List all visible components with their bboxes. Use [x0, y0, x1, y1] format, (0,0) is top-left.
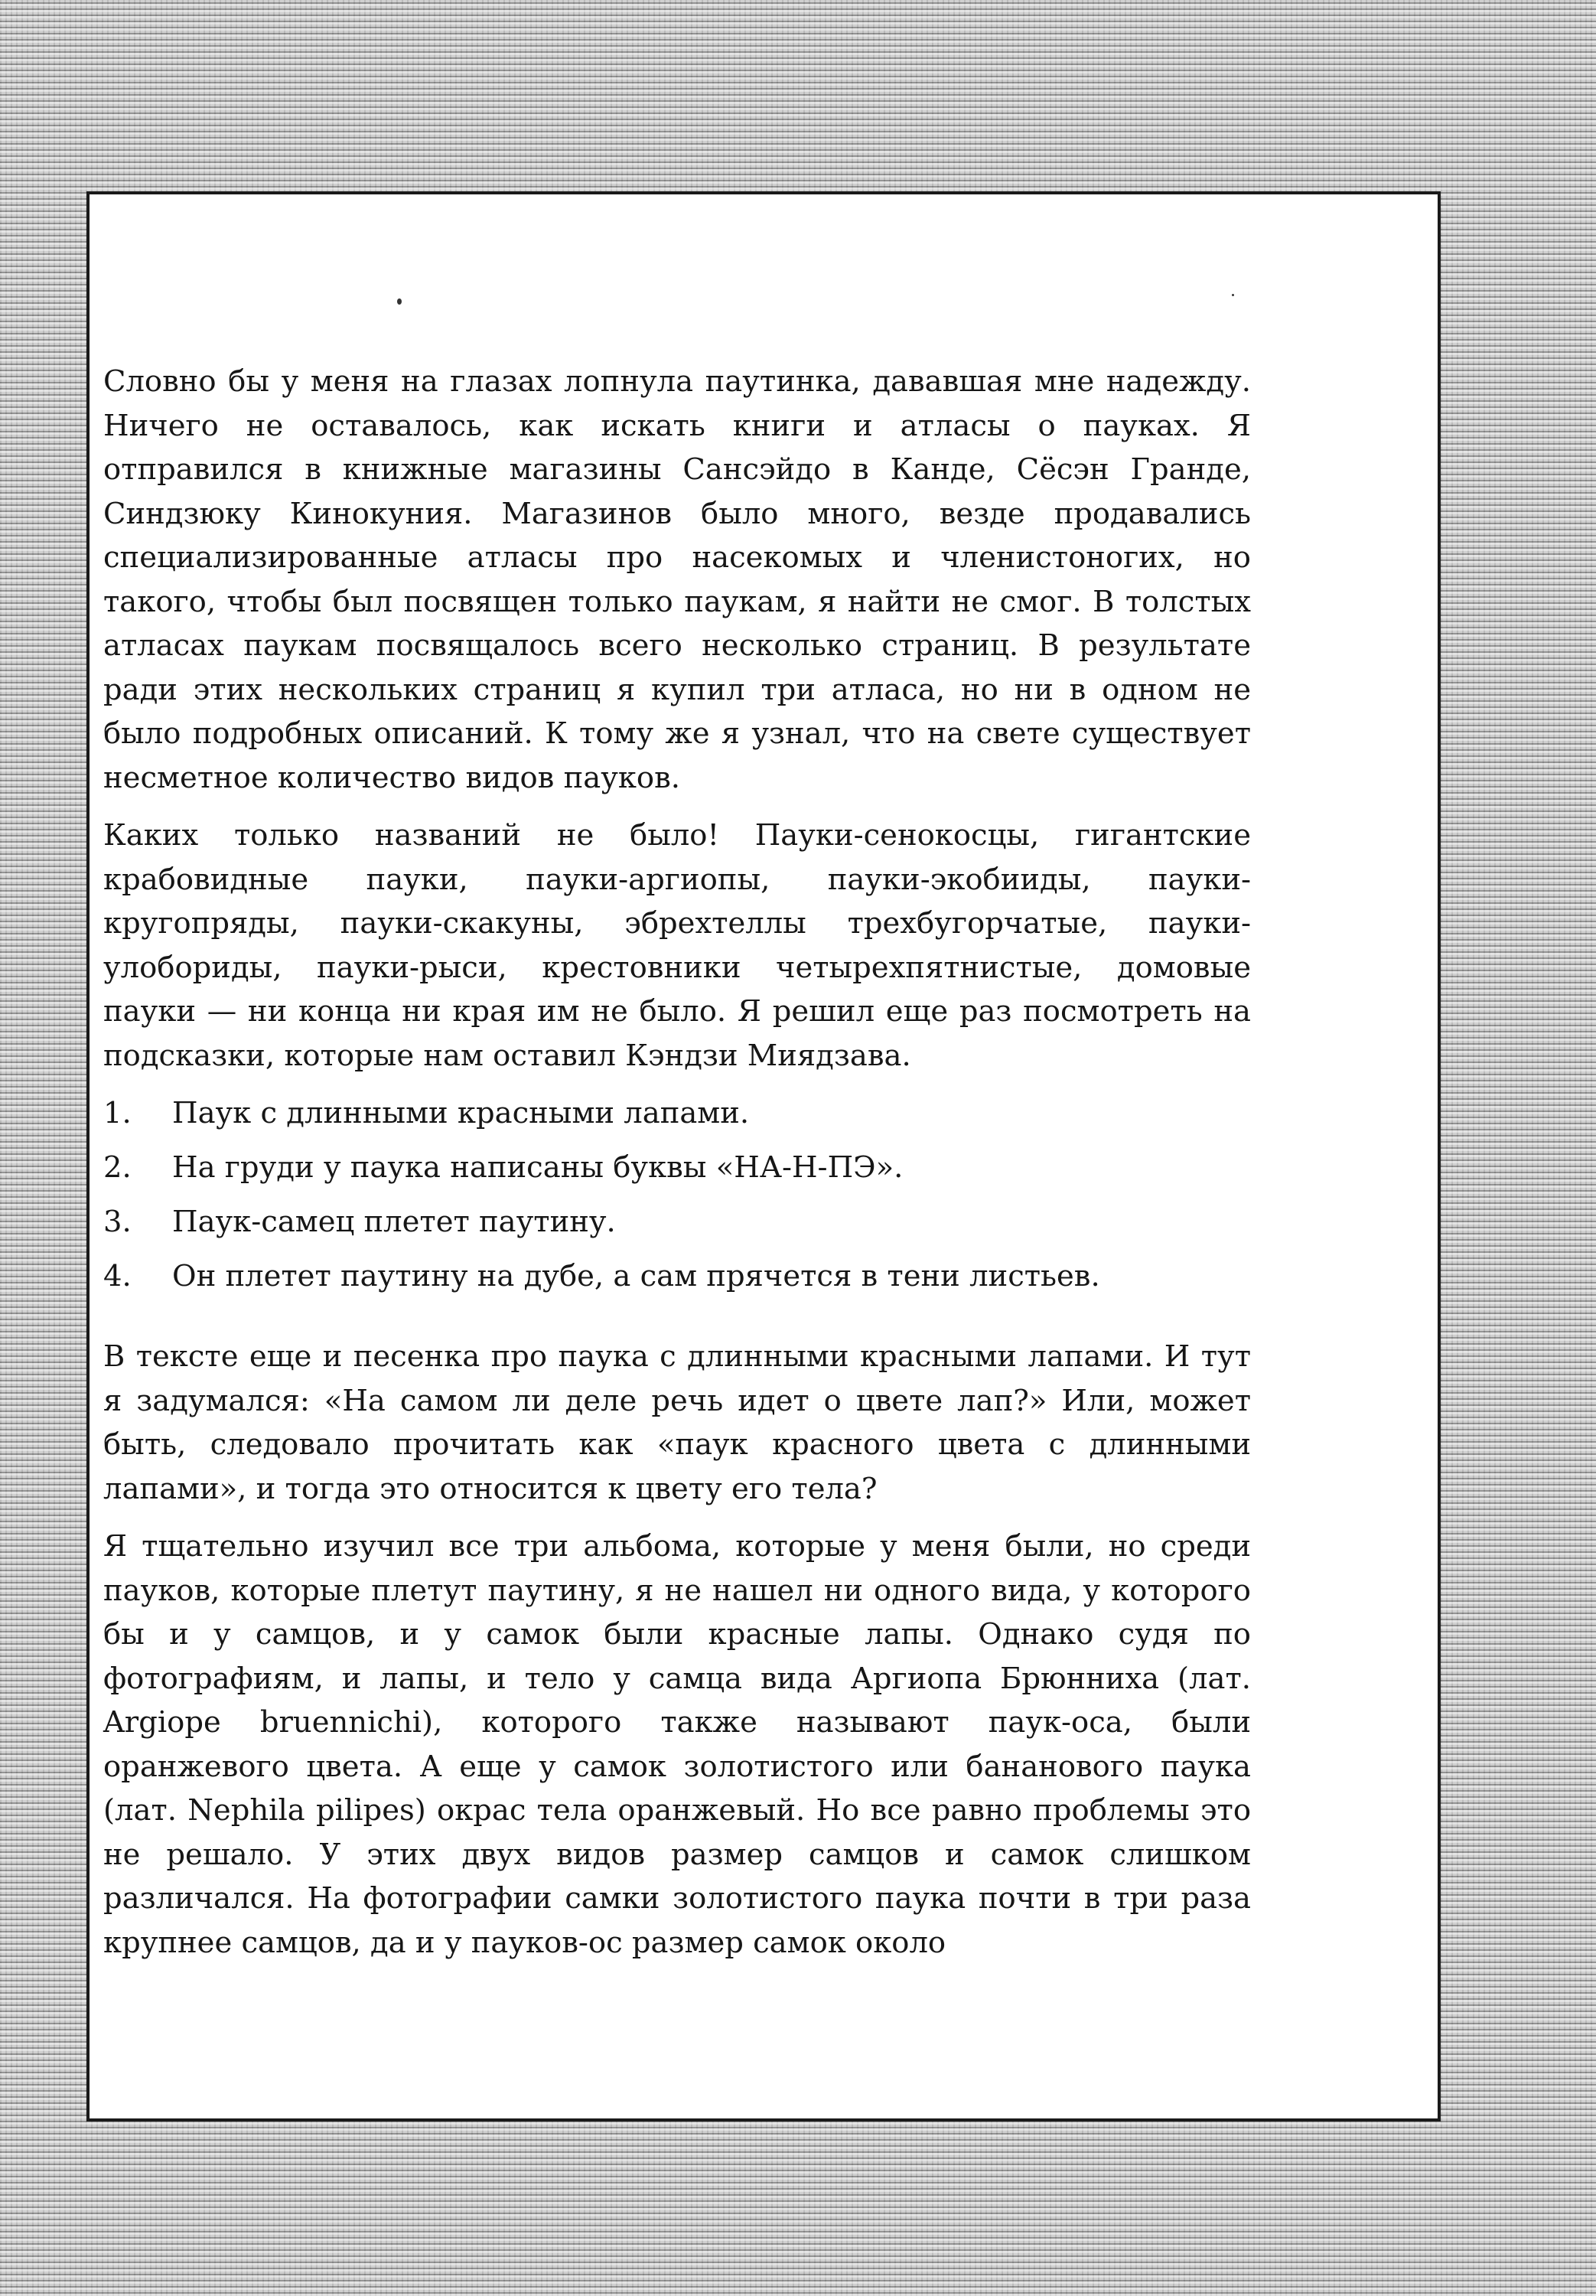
list-item [103, 1200, 1251, 1254]
ink-speck [397, 298, 402, 305]
list-number: 1. [103, 1096, 132, 1130]
list-number: 3. [103, 1205, 132, 1239]
list-text: На груди у паука написаны буквы «НА-Н-ПЭ». [172, 1150, 904, 1185]
paragraph: Каких только названий не было! Пауки-сенокосцы, гигантские крабовидные пауки, пауки-аргиопы, пауки-экобииды, пауки-кругопряды, пауки-скакуны, эбрехтеллы трехбугорчатые, пауки-улобориды, пауки-рыси, крестовники четырехпятнистые, домовые пауки — ни конца ни края им не было. Я решил еще раз посмотреть на подсказки, которые нам оставил Кэндзи Миядзава. [103, 818, 1251, 1073]
list-text: Паук-самец плетет паутину. [172, 1205, 616, 1239]
list-item [103, 1091, 1251, 1146]
paragraph: Я тщательно изучил все три альбома, которые у меня были, но среди пауков, которые плетут паутину, я не нашел ни одного вида, у которого бы и у самцов, и у самок были красные лапы. Однако судя по фотографиям, и лапы, и тело у самца вида Аргиопа Брюнниха (лат. Argiope bruennichi), которого также называют паук-оса, были оранжевого цвета. А еще у самок золотистого или бананового паука (лат. Nephila pilipes) окрас тела оранжевый. Но все равно проблемы это не решало. У этих двух видов размер самцов и самок слишком различался. На фотографии самки золотистого паука почти в три раза крупнее самцов, да и у пауков-ос размер самок около [103, 1529, 1251, 1960]
page-text [103, 360, 1251, 1965]
list-number: 4. [103, 1259, 132, 1293]
hint-list [103, 1091, 1251, 1309]
ink-speck [1232, 294, 1234, 296]
list-item [103, 1254, 1251, 1309]
list-text: Он плетет паутину на дубе, а сам прячется в тени листьев. [172, 1259, 1100, 1293]
list-number: 2. [103, 1150, 132, 1185]
paragraph: Словно бы у меня на глазах лопнула паутинка, дававшая мне надежду. Ничего не оставалось, как искать книги и атласы о пауках. Я отправился в книжные магазины Сансэйдо в Канде, Сёсэн Гранде, Синдзюку Кинокуния. Магазинов было много, везде продавались специализированные атласы про насекомых и членистоногих, но такого, чтобы был посвящен только паукам, я найти не смог. В толстых атласах паукам посвящалось всего несколько страниц. В результате ради этих нескольких страниц я купил три атласа, но ни в одном не было подробных описаний. К тому же я узнал, что на свете существует несметное количество видов пауков. [103, 364, 1251, 795]
list-text: Паук с длинными красными лапами. [172, 1096, 750, 1130]
list-item [103, 1146, 1251, 1200]
paragraph: В тексте еще и песенка про паука с длинными красными лапами. И тут я задумался: «На самом ли деле речь идет о цвете лап?» Или, может быть, следовало прочитать как «паук красного цвета с длинными лапами», и тогда это относится к цвету его тела? [103, 1339, 1251, 1506]
